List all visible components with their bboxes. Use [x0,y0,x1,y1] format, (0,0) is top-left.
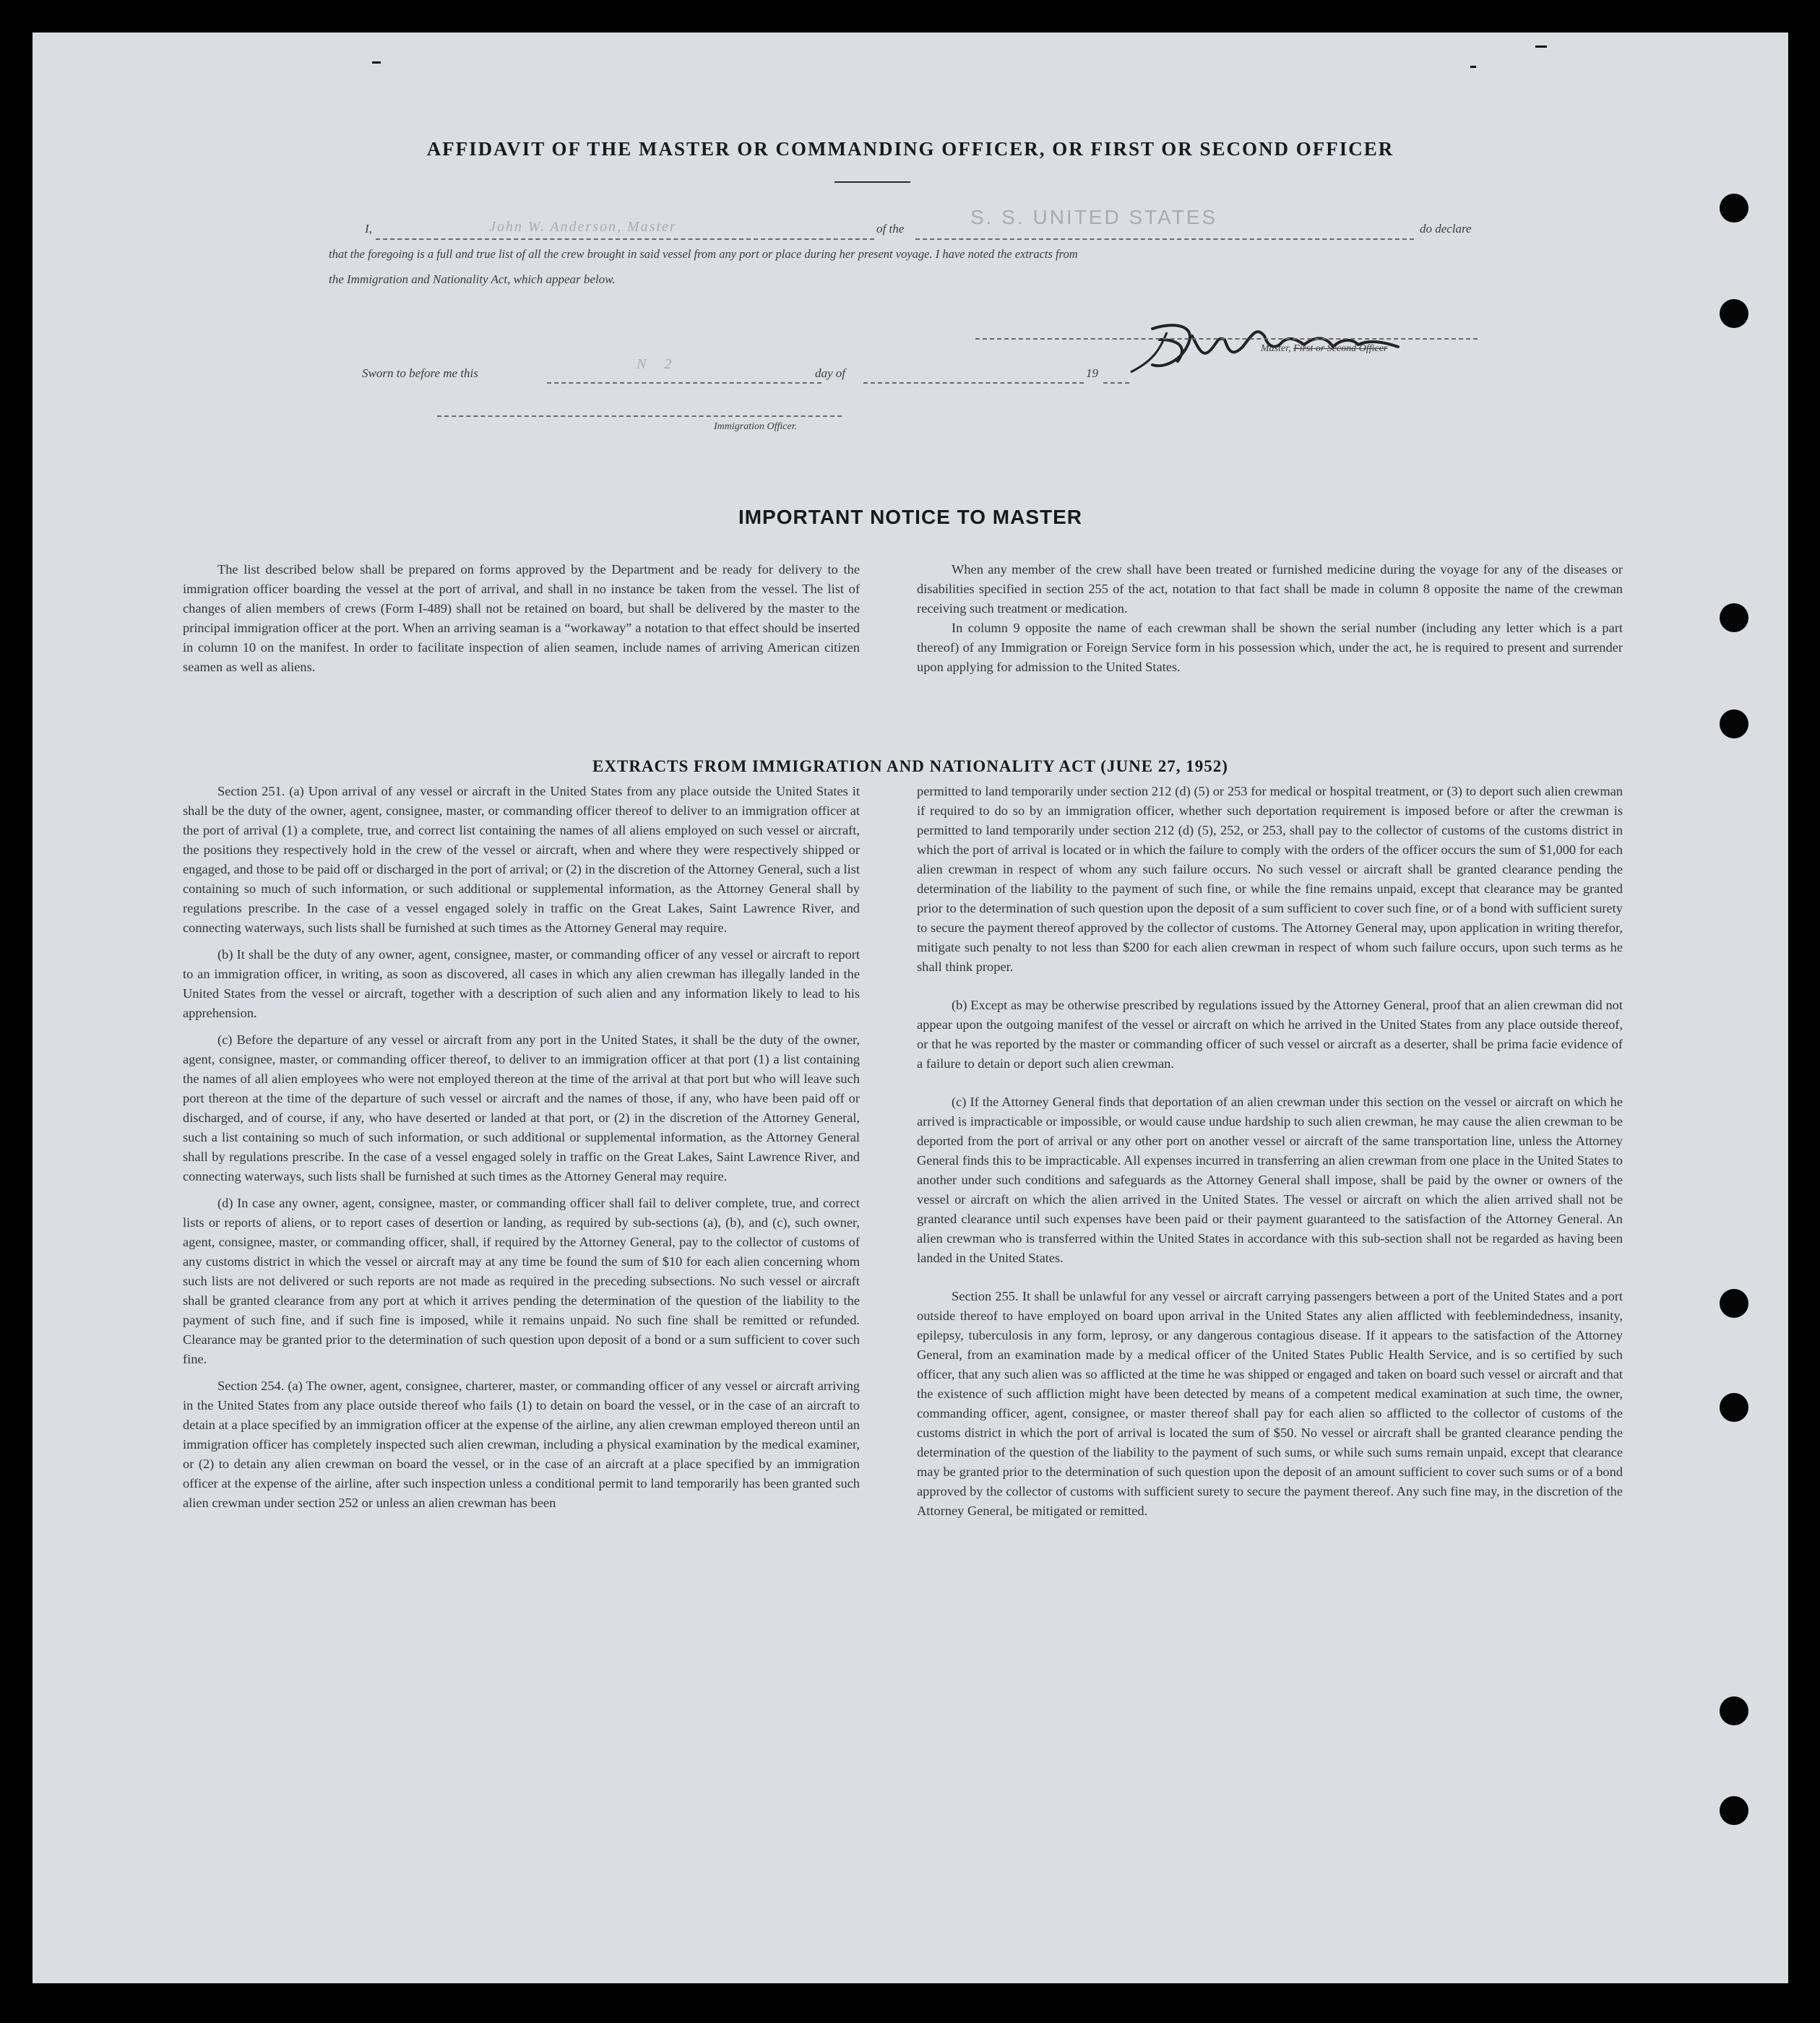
do-declare-label: do declare [1420,222,1472,236]
title-rule [834,181,910,183]
day-of-label: day of [815,366,846,380]
extracts-left-column [183,782,860,1520]
signature-line [975,338,1478,340]
section-254a: Section 254. (a) The owner, agent, consignee, charterer, master, or commanding officer of any vessel or aircraft arriving in the United States from any place outside thereof who fails (1) to detain on board the vessel, or in the case of an aircraft to detain at a place specified by an immigration officer at the expense of the airline, any alien crewman employed thereon until an immigration officer has completely inspected such alien crewman, including a physical examination by the medical examiner, or (2) to detain any alien crewman on board the vessel, or in the case of an aircraft at a place specified by an immigration officer at the expense of the airline, after such inspection unless a conditional permit to land temporarily has been granted such alien crewman under section 252 or unless an alien crewman has been [183,1379,860,1510]
signature-role [1261,343,1387,355]
extracts-right-column [917,782,1623,1528]
scan-mark [1535,46,1547,48]
section-254a-continued: permitted to land temporarily under section 212 (d) (5) or 253 for medical or hospital treatment, or (3) to deport such alien crewman if required to do so by an immigration officer, whether such deportation requirement is imposed before or after the crewman is permitted to land temporarily under section 212 (d) (5), 252, or 253, shall pay to the collector of customs of the customs district in which the port of arrival is located or in which the failure to comply with the orders of the officer occurs the sum of $1,000 for each alien crewman in respect of whom any such failure occurs. No such vessel or aircraft shall be granted clearance pending the determination of the liability to the payment of such fine, or while the fine remains unpaid, except that clearance may be granted prior to the determination of such question upon the deposit of a sum sufficient to cover such fine, or of a bond with sufficient surety to secure the payment thereof approved by the collector of customs. The Attorney General may, upon application in writing therefor, mitigate such penalty to not less than $200 for each alien crewman in respect of whom such failure occurs, upon such terms as he shall think proper. [917,784,1623,974]
section-251c: (c) Before the departure of any vessel or aircraft from any port in the United States, it shall be the duty of the owner, agent, consignee, master, or commanding officer thereof, to deliver to an immigration officer at that port (1) a list containing the names of all alien employees who were not employed thereon at the time of the arrival at that port but who will leave such port thereon at the time of the departure of such vessel or aircraft and the names of those, if any, who have been paid off or discharged, and of course, if any, who have deserted or landed at that port, or (2) in the discretion of the Attorney General, such a list containing so much of such information, or such additional or supplemental information, as the Attorney General shall by regulations prescribe. In the case of a vessel engaged solely in traffic on the Great Lakes, Saint Lawrence River, and connecting waterways, such lists shall be furnished at such times as the Attorney General may require. [183,1032,860,1183]
extracts-title: EXTRACTS FROM IMMIGRATION AND NATIONALITY ACT (JUNE 27, 1952) [592,757,1228,775]
role-master: Master, [1261,343,1291,354]
affidavit-title: AFFIDAVIT OF THE MASTER OR COMMANDING OFFICER, OR FIRST OR SECOND OFFICER [426,138,1394,160]
notice-title: IMPORTANT NOTICE TO MASTER [738,506,1083,528]
notice-paragraph: In column 9 opposite the name of each crewman shall be shown the serial number (including any letter which is a part thereof) of any Immigration or Foreign Service form in his possession which, under the act, he is required to present and surrender upon applying for admission to the United States. [917,621,1623,674]
sworn-label: Sworn to before me this [362,366,478,380]
binder-hole [1720,1796,1748,1825]
i-label: I, [365,222,372,236]
document-page [33,33,1788,1983]
scan-mark [1470,66,1476,68]
notice-paragraph: The list described below shall be prepared on forms approved by the Department and be ready for delivery to the immigration officer boarding the vessel at the port of arrival, and shall in no instance be taken from the vessel. The list of changes of alien members of crews (Form I-489) shall not be retained on board, but shall be delivered by the master to the principal immigration officer at the port. When an arriving seaman is a “workaway” a notation to that effect should be inserted in column 10 on the manifest. In order to facilitate inspection of alien seamen, include names of arriving American citizen seamen as well as aliens. [183,562,860,674]
role-struck: First or Second Officer [1293,343,1388,354]
binder-hole [1720,1393,1748,1422]
scan-mark [372,61,381,64]
declaration-line-3: the Immigration and Nationality Act, which appear below. [329,272,616,286]
vessel-blank [915,238,1414,240]
notice-left-column [183,560,860,677]
section-254b: (b) Except as may be otherwise prescribed by regulations issued by the Attorney General, proof that an alien crewman did not appear upon the outgoing manifest of the vessel or aircraft on which he arrived in the United States from any place outside thereof, or that he was reported by the master or commanding officer of such vessel or aircraft as a deserter, shall be prima facie evidence of a failure to detain or deport such alien crewman. [917,998,1623,1071]
section-251a: Section 251. (a) Upon arrival of any vessel or aircraft in the United States from any place outside the United States it shall be the duty of the owner, agent, consignee, master, or commanding officer thereof to deliver to an immigration officer at the port of arrival (1) a complete, true, and correct list containing the names of all aliens employed on such vessel or aircraft, the positions they respectively hold in the crew of the vessel or aircraft, when and where they were respectively shipped or engaged, and those to be paid off or discharged in the port of arrival; or (2) in the discretion of the Attorney General, such a list containing so much of such information, or such additional or supplemental information, as the Attorney General shall by regulations prescribe. In the case of a vessel engaged solely in traffic on the Great Lakes, Saint Lawrence River, and connecting waterways, such lists shall be furnished at such times as the Attorney General may require. [183,784,860,935]
notice-right-column [917,560,1623,677]
year-label: 19 [1086,366,1098,380]
binder-hole [1720,299,1748,328]
sworn-day-blank [547,382,821,384]
binder-hole [1720,1289,1748,1318]
of-the-label: of the [876,222,905,236]
notice-paragraph: When any member of the crew shall have been treated or furnished medicine during the voyage for any of the diseases or disabilities specified in section 255 of the act, notation to that fact shall be made in column 8 opposite the name of the crewman receiving such treatment or medication. [917,562,1623,616]
binder-hole [1720,603,1748,632]
binder-hole [1720,1696,1748,1725]
year-blank [1103,382,1129,384]
sworn-faint-entry: N 2 [637,356,679,372]
name-blank [376,238,874,240]
binder-hole [1720,709,1748,738]
declaration-line-2: that the foregoing is a full and true list of all the crew brought in said vessel from any port or place during her present voyage. I have noted the extracts from [329,247,1078,261]
vessel-name: S. S. UNITED STATES [970,206,1218,228]
section-251d: (d) In case any owner, agent, consignee, master, or commanding officer shall fail to deliver complete, true, and correct lists or reports of aliens, or to report cases of desertion or landing, as required by sub-sections (a), (b), and (c), such owner, agent, consignee, master, or commanding officer, shall, if required by the Attorney General, pay to the collector of customs of any customs district in which the vessel or aircraft may at any time be found the sum of $10 for each alien concerning whom such lists are not delivered or such reports are not made as required in the preceding subsections. No such vessel or aircraft shall be granted clearance from any port at which it arrives pending the determination of the question of the liability to the payment of such fine, and if such fine is imposed, while it remains unpaid. No such fine shall be remitted or refunded. Clearance may be granted prior to the determination of such question upon deposit of a bond or a sum sufficient to cover such fine. [183,1196,860,1366]
section-255: Section 255. It shall be unlawful for any vessel or aircraft carrying passengers between a port of the United States and a port outside thereof to have employed on board upon arrival in the United States any alien afflicted with feeblemindedness, insanity, epilepsy, tuberculosis in any form, leprosy, or any dangerous contagious disease. If it appears to the satisfaction of the Attorney General, from an examination made by a medical officer of the United States Public Health Service, and is so certified by such officer, that any such alien was so afflicted at the time he was shipped or engaged and taken on board such vessel or aircraft and that the existence of such affliction might have been detected by means of a competent medical examination at such time, the owner, commanding officer, agent, consignee, or master thereof shall pay for each alien so afflicted to the collector of customs of the customs district in which the port of arrival is located the sum of $50. No vessel or aircraft shall be granted clearance pending the determination of the question of the liability to the payment of such sums, or while such sums remain unpaid, except that clearance may be granted prior to the determination of such question upon the deposit of an amount sufficient to cover such sums or of a bond approved by the collector of customs with sufficient surety to secure the payment thereof. Any such fine may, in the discretion of the Attorney General, be mitigated or remitted. [917,1289,1623,1518]
month-blank [863,382,1084,384]
section-254c: (c) If the Attorney General finds that deportation of an alien crewman under this section on the vessel or aircraft on which he arrived is impracticable or impossible, or would cause undue hardship to such alien crewman, he may cause the alien crewman to be deported from the port of arrival or any other port on another vessel or aircraft of the same transportation line, unless the Attorney General finds this to be impracticable. All expenses incurred in transferring an alien crewman from one place in the United States to another under such conditions and safeguards as the Attorney General shall impose, shall be paid by the owner or owners of the vessel or aircraft on which the alien arrived in the United States. The vessel or aircraft on which the alien arrived shall not be granted clearance until such expenses have been paid or their payment guaranteed to the satisfaction of the Attorney General. An alien crewman who is transferred within the United States in accordance with this sub-section shall not be regarded as having been landed in the United States. [917,1095,1623,1265]
officer-label: Immigration Officer. [714,421,798,432]
section-251b: (b) It shall be the duty of any owner, agent, consignee, master, or commanding officer of any vessel or aircraft to report to an immigration officer, in writing, as soon as discovered, all cases in which any alien crewman has illegally landed in the United States from the vessel or aircraft, together with a description of such alien and any information likely to lead to his apprehension. [183,947,860,1020]
officer-signature-line [437,415,842,417]
binder-hole [1720,194,1748,223]
name-handwritten: John W. Anderson, Master [489,219,677,235]
